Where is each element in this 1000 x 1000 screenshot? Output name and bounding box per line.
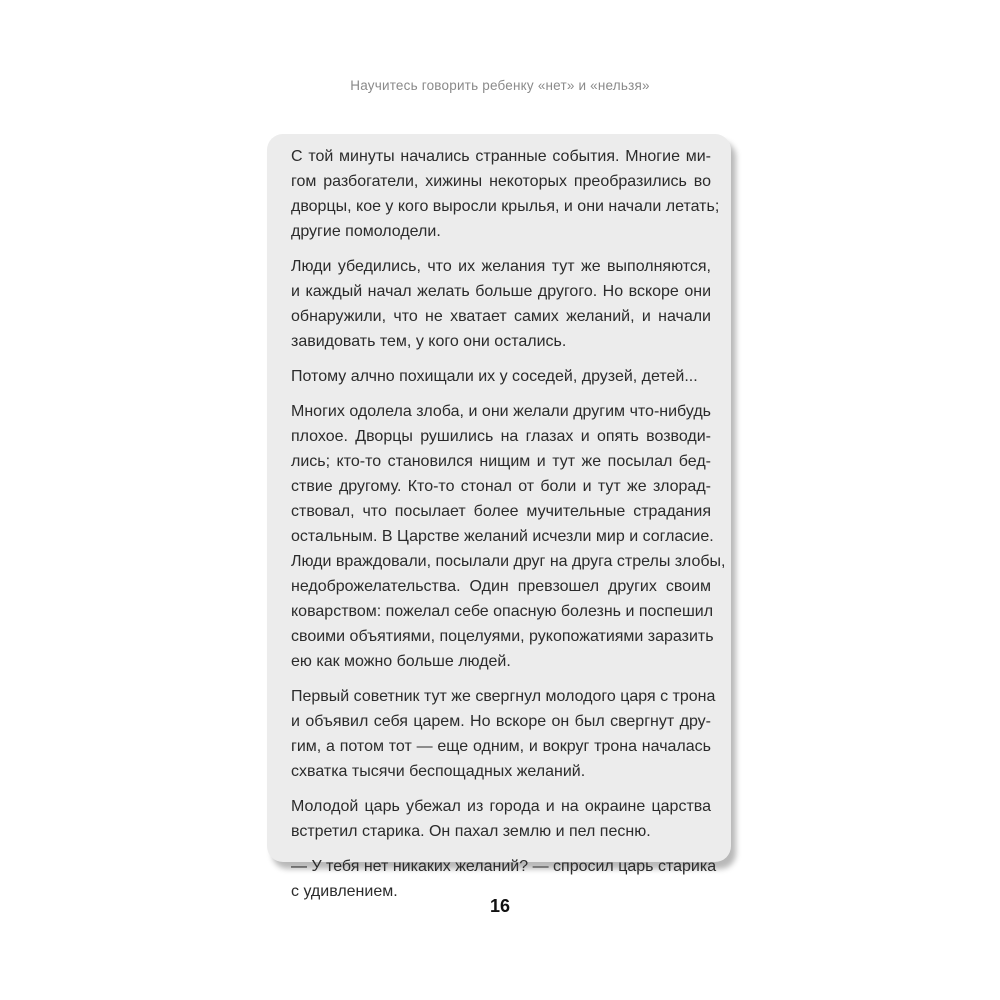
text-line: ствовал, что посылает более мучительные страдания	[291, 503, 711, 520]
paragraph-1	[291, 144, 720, 244]
paragraph-6	[291, 794, 711, 844]
text-line: Потому алчно похищали их у соседей, друзей, детей...	[291, 368, 698, 385]
story-card	[267, 134, 731, 900]
text-line: другие помолодели.	[291, 223, 441, 240]
text-line: ею как можно больше людей.	[291, 653, 511, 670]
text-line: своими объятиями, поцелуями, рукопожатиями заразить	[291, 628, 714, 645]
text-line: ствие другому. Кто-то стонал от боли и тут же злорад-	[291, 478, 711, 495]
paragraph-2	[291, 254, 711, 354]
text-line: и каждый начал желать больше другого. Но вскоре они	[291, 283, 711, 300]
text-line: Люди враждовали, посылали друг на друга стрелы злобы,	[291, 553, 726, 570]
text-line: завидовать тем, у кого они остались.	[291, 333, 567, 350]
text-line: плохое. Дворцы рушились на глазах и опять возводи-	[291, 428, 711, 445]
text-line: встретил старика. Он пахал землю и пел песню.	[291, 823, 651, 840]
text-line: гим, а потом тот — еще одним, и вокруг трона началась	[291, 738, 711, 755]
text-line: гом разбогатели, хижины некоторых преобразились во	[291, 173, 711, 190]
paragraph-3	[291, 364, 711, 389]
text-line: обнаружили, что не хватает самих желаний, и начали	[291, 308, 711, 325]
running-header: Научитесь говорить ребенку «нет» и «нельзя»	[350, 78, 650, 93]
text-line: Многих одолела злоба, и они желали другим что-нибудь	[291, 403, 711, 420]
text-line: С той минуты начались странные события. Многие ми-	[291, 148, 711, 165]
text-line: недоброжелательства. Один превзошел других своим	[291, 578, 711, 595]
text-line: схватка тысячи беспощадных желаний.	[291, 763, 586, 780]
text-line: — У тебя нет никаких желаний? — спросил царь старика	[291, 858, 717, 875]
text-line: с удивлением.	[291, 883, 398, 900]
paragraph-5	[291, 684, 716, 784]
text-line: коварством: пожелал себе опасную болезнь и поспешил	[291, 603, 714, 620]
page-number: 16	[489, 896, 511, 916]
text-line: дворцы, кое у кого выросли крылья, и они начали летать;	[291, 198, 720, 215]
text-line: Первый советник тут же свергнул молодого царя с трона	[291, 688, 716, 705]
text-line: лись; кто-то становился нищим и тут же посылал бед-	[291, 453, 711, 470]
text-line: остальным. В Царстве желаний исчезли мир и согласие.	[291, 528, 714, 545]
text-line: Молодой царь убежал из города и на окраине царства	[291, 798, 711, 815]
text-line: Люди убедились, что их желания тут же выполняются,	[291, 258, 711, 275]
text-line: и объявил себя царем. Но вскоре он был свергнут дру-	[291, 713, 711, 730]
paragraph-4	[291, 399, 726, 674]
